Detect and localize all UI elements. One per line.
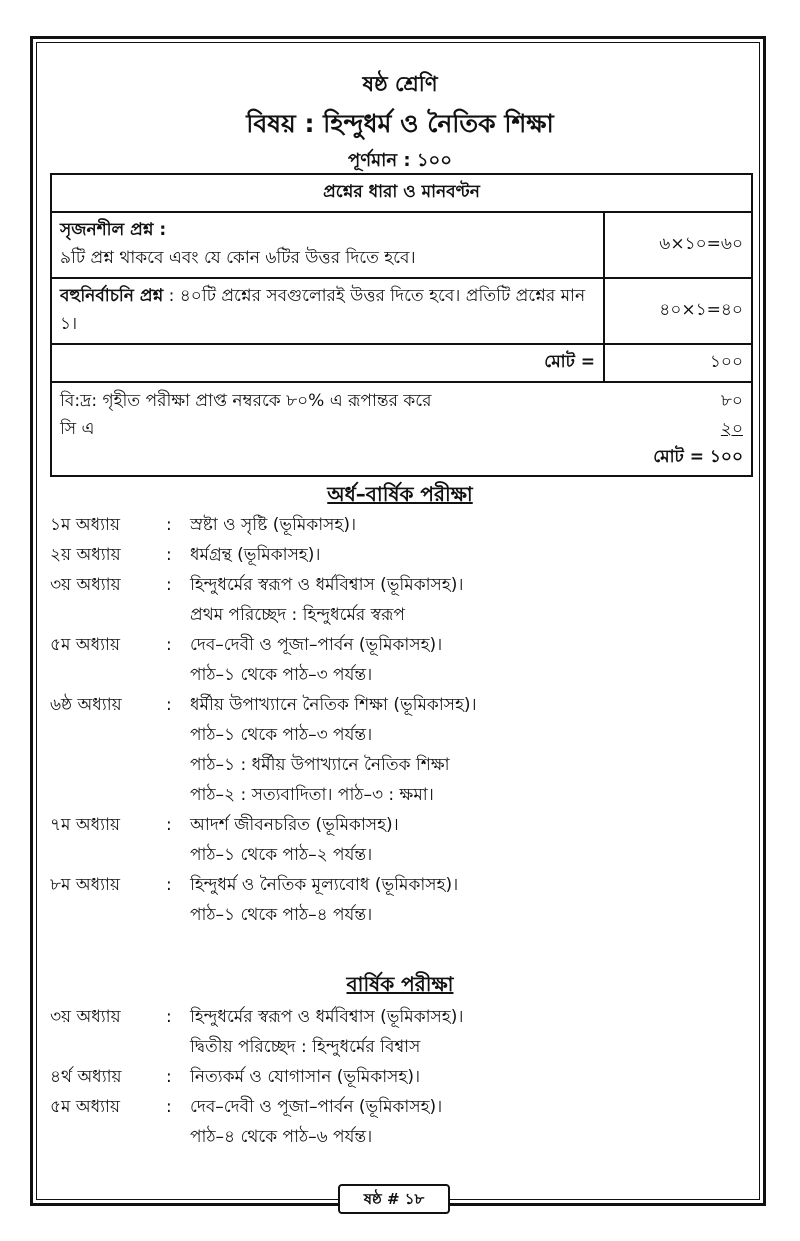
creative-calc: ৬×১০=৬০ xyxy=(604,212,752,278)
chapter-label: ২য় অধ্যায় xyxy=(50,545,121,565)
mcq-cell xyxy=(51,278,604,344)
syllabus-line xyxy=(50,810,750,840)
syllabus-text: দ্বিতীয় পরিচ্ছেদ : হিন্দুধর্মের বিশ্বাস xyxy=(190,1037,421,1057)
chapter-label: ৫ম অধ্যায় xyxy=(50,635,120,655)
ca-value: ২০ xyxy=(720,419,743,439)
half-yearly-syllabus xyxy=(50,510,750,930)
separator-colon: : xyxy=(166,875,172,895)
half-yearly-title-text: অর্ধ–বার্ষিক পরীক্ষা xyxy=(327,482,473,506)
yearly-syllabus xyxy=(50,1002,750,1152)
syllabus-line xyxy=(50,630,750,660)
separator-colon: : xyxy=(166,635,172,655)
separator-colon: : xyxy=(166,575,172,595)
syllabus-text: দেব–দেবী ও পূজা–পার্বন (ভূমিকাসহ)। xyxy=(190,1097,443,1117)
creative-label: সৃজনশীল প্রশ্ন : xyxy=(60,220,167,240)
syllabus-text: ধর্মীয় উপাখ্যানে নৈতিক শিক্ষা (ভূমিকাসহ)। xyxy=(190,695,477,715)
syllabus-text: পাঠ–১ থেকে পাঠ–২ পর্যন্ত। xyxy=(190,845,373,865)
syllabus-line xyxy=(50,750,750,780)
syllabus-text: হিন্দুধর্মের স্বরূপ ও ধর্মবিশ্বাস (ভূমিকাসহ)। xyxy=(190,575,464,595)
syllabus-text: প্রথম পরিচ্ছেদ : হিন্দুধর্মের স্বরূপ xyxy=(190,605,405,625)
chapter-label: ৮ম অধ্যায় xyxy=(50,875,120,895)
distribution-heading: প্রশ্নের ধারা ও মানবণ্টন xyxy=(51,174,752,212)
syllabus-text: পাঠ–১ থেকে পাঠ–৩ পর্যন্ত। xyxy=(190,665,373,685)
yearly-title xyxy=(0,970,800,1003)
syllabus-text: ধর্মগ্রন্থ (ভূমিকাসহ)। xyxy=(190,545,321,565)
syllabus-line xyxy=(50,1122,750,1152)
syllabus-line xyxy=(50,600,750,630)
syllabus-line xyxy=(50,780,750,810)
syllabus-line xyxy=(50,1032,750,1062)
syllabus-text: স্রষ্টা ও সৃষ্টি (ভূমিকাসহ)। xyxy=(190,515,357,535)
syllabus-line xyxy=(50,510,750,540)
syllabus-line xyxy=(50,1062,750,1092)
chapter-label: ৭ম অধ্যায় xyxy=(50,815,121,835)
marks-distribution-table xyxy=(50,173,753,477)
note-row xyxy=(51,382,752,476)
syllabus-line xyxy=(50,570,750,600)
syllabus-line xyxy=(50,720,750,750)
note-cell xyxy=(51,382,752,476)
syllabus-line xyxy=(50,1092,750,1122)
total-value: ১০০ xyxy=(604,344,752,382)
separator-colon: : xyxy=(166,545,172,565)
chapter-label: ১ম অধ্যায় xyxy=(50,515,120,535)
creative-text: ৯টি প্রশ্ন থাকবে এবং যে কোন ৬টির উত্তর দিতে হবে। xyxy=(60,248,416,268)
note-text: বি:দ্র: গৃহীত পরীক্ষা প্রাপ্ত নম্বরকে ৮০% এ রূপান্তর করে xyxy=(60,391,432,411)
chapter-label: ৩য় অধ্যায় xyxy=(50,1007,121,1027)
syllabus-line xyxy=(50,1002,750,1032)
mcq-calc: ৪০×১=৪০ xyxy=(604,278,752,344)
chapter-label: ৪র্থ অধ্যায় xyxy=(50,1067,122,1087)
syllabus-line xyxy=(50,660,750,690)
half-yearly-title xyxy=(0,480,800,513)
yearly-title-text: বার্ষিক পরীক্ষা xyxy=(346,972,454,996)
note-value: ৮০ xyxy=(720,391,743,411)
syllabus-line xyxy=(50,690,750,720)
syllabus-text: হিন্দুধর্মের স্বরূপ ও ধর্মবিশ্বাস (ভূমিকাসহ)। xyxy=(190,1007,464,1027)
ca-line xyxy=(60,415,743,443)
note-line xyxy=(60,387,743,415)
full-marks: পূর্ণমান : ১০০ xyxy=(348,150,452,171)
page-number-badge: ষষ্ঠ # ১৮ xyxy=(338,1184,450,1214)
chapter-label: ৫ম অধ্যায় xyxy=(50,1097,120,1117)
separator-colon: : xyxy=(166,695,172,715)
separator-colon: : xyxy=(166,1007,172,1027)
syllabus-line xyxy=(50,870,750,900)
syllabus-text: হিন্দুধর্ম ও নৈতিক মূল্যবোধ (ভূমিকাসহ)। xyxy=(190,875,459,895)
grand-total-line xyxy=(60,443,743,471)
chapter-label: ৬ষ্ঠ অধ্যায় xyxy=(50,695,122,715)
creative-row xyxy=(51,212,752,278)
syllabus-text: দেব–দেবী ও পূজা–পার্বন (ভূমিকাসহ)। xyxy=(190,635,443,655)
chapter-label: ৩য় অধ্যায় xyxy=(50,575,121,595)
syllabus-text: নিত্যকর্ম ও যোগাসান (ভূমিকাসহ)। xyxy=(190,1067,421,1087)
grand-total: মোট = ১০০ xyxy=(653,447,743,467)
syllabus-text: পাঠ–১ থেকে পাঠ–৪ পর্যন্ত। xyxy=(190,905,373,925)
creative-cell xyxy=(51,212,604,278)
mcq-text: : ৪০টি প্রশ্নের সবগুলোরই উত্তর দিতে হবে। প্রতিটি প্রশ্নের মান ১। xyxy=(60,286,586,334)
syllabus-text: পাঠ–১ থেকে পাঠ–৩ পর্যন্ত। xyxy=(190,725,373,745)
separator-colon: : xyxy=(166,1097,172,1117)
separator-colon: : xyxy=(166,815,172,835)
syllabus-line xyxy=(50,900,750,930)
separator-colon: : xyxy=(166,1067,172,1087)
syllabus-text: পাঠ–৪ থেকে পাঠ–৬ পর্যন্ত। xyxy=(190,1127,373,1147)
table-heading-row xyxy=(51,174,752,212)
mcq-label: বহুনির্বাচনি প্রশ্ন xyxy=(60,286,164,306)
syllabus-text: পাঠ–১ : ধর্মীয় উপাখ্যানে নৈতিক শিক্ষা xyxy=(190,755,450,775)
subject-title: বিষয় : হিন্দুধর্ম ও নৈতিক শিক্ষা xyxy=(246,109,554,138)
mcq-row xyxy=(51,278,752,344)
separator-colon: : xyxy=(166,515,172,535)
total-row xyxy=(51,344,752,382)
syllabus-text: পাঠ–২ : সত্যবাদিতা। পাঠ–৩ : ক্ষমা। xyxy=(190,785,434,805)
ca-label: সি এ xyxy=(60,419,95,439)
class-title: ষষ্ঠ শ্রেণি xyxy=(362,72,438,96)
syllabus-line xyxy=(50,840,750,870)
total-label: মোট = xyxy=(51,344,604,382)
syllabus-line xyxy=(50,540,750,570)
syllabus-text: আদর্শ জীবনচরিত (ভূমিকাসহ)। xyxy=(190,815,399,835)
